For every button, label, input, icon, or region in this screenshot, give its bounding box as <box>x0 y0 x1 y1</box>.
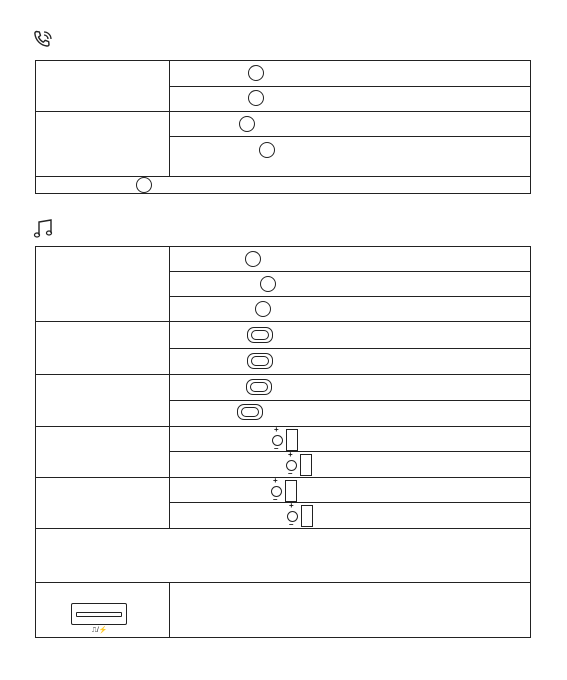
bass-control-icon: + – <box>287 504 317 532</box>
next-track-icon <box>246 379 272 395</box>
usb-port-icon <box>71 603 127 625</box>
phone-button-icon <box>136 177 152 193</box>
treble-control-icon: + – <box>286 453 316 481</box>
phone-button-icon <box>248 65 264 81</box>
previous-track-icon <box>247 353 273 369</box>
phone-button-icon <box>260 276 276 292</box>
phone-table <box>35 60 531 194</box>
previous-track-icon <box>247 327 273 343</box>
treble-control-icon: + – <box>272 428 302 456</box>
next-track-icon <box>237 404 263 420</box>
usb-port-label: ⎍/⚡ <box>92 627 108 634</box>
phone-button-icon <box>248 90 264 106</box>
phone-button-icon <box>245 251 261 267</box>
phone-section-icon <box>33 30 53 50</box>
phone-button-icon <box>255 301 271 317</box>
bass-control-icon: + – <box>271 479 301 507</box>
phone-button-icon <box>259 142 275 158</box>
music-section-icon <box>33 218 53 240</box>
phone-button-icon <box>239 116 255 132</box>
